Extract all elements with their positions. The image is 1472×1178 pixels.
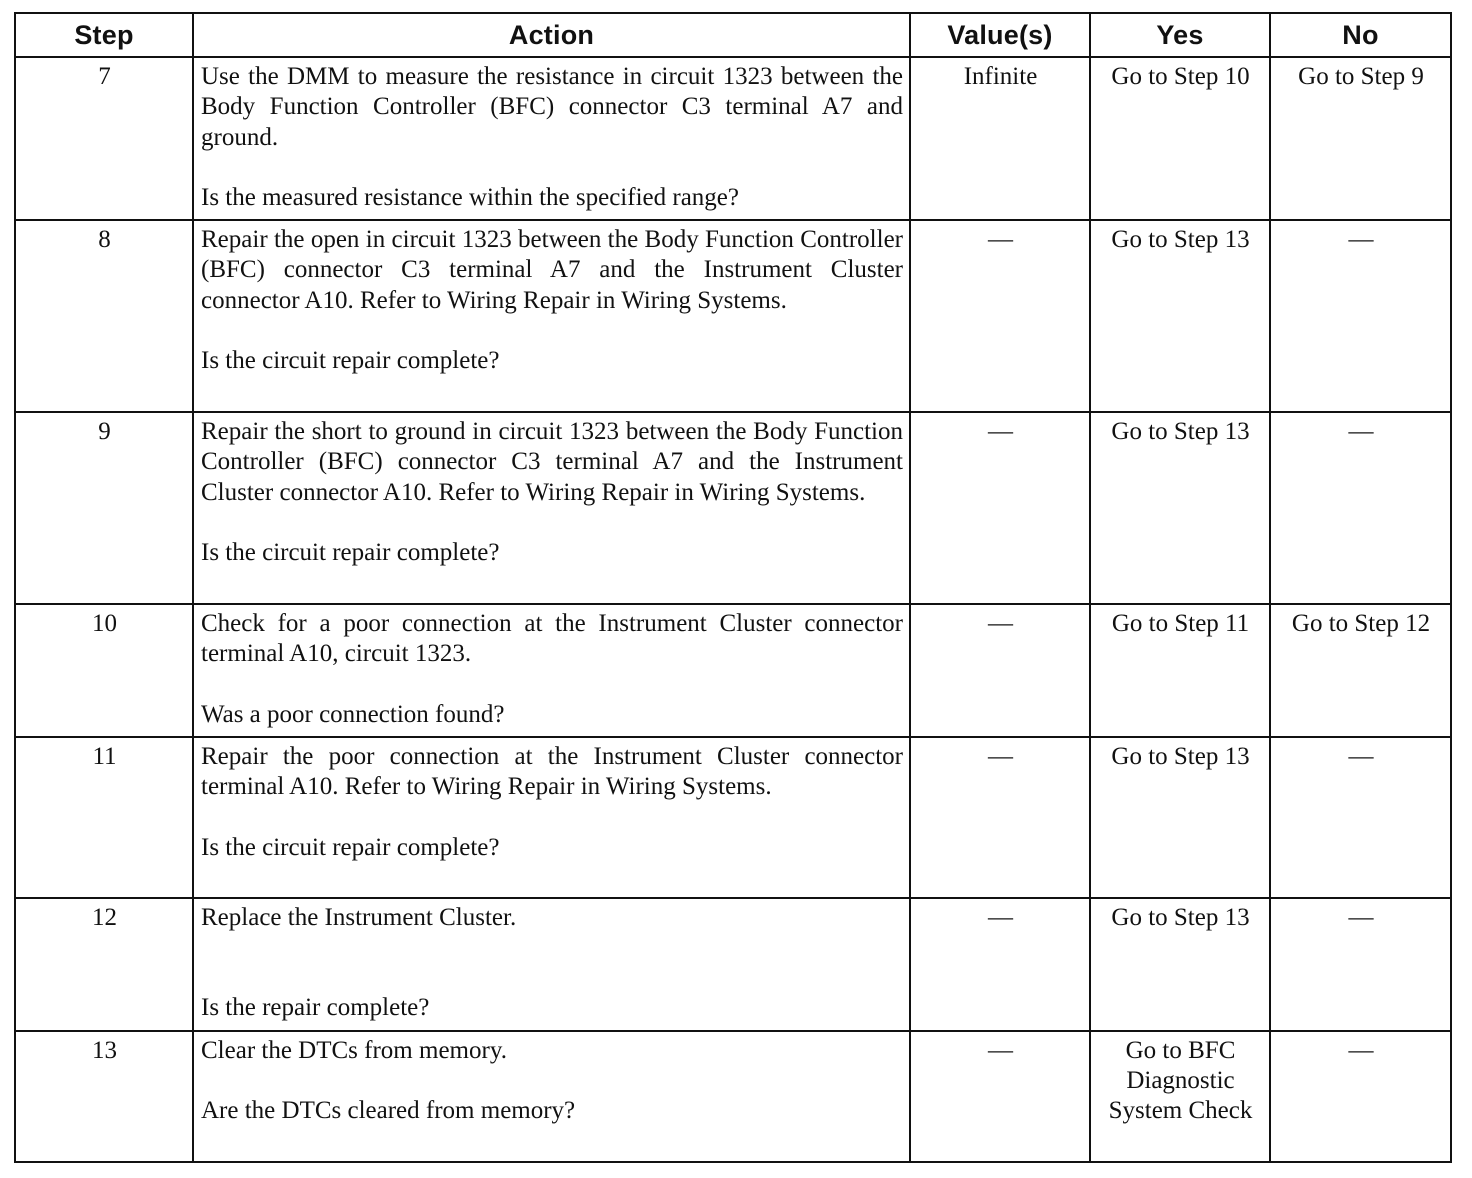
no-cell: — (1348, 1036, 1374, 1064)
no-cell: Go to Step 12 (1291, 610, 1431, 638)
step-number: 13 (92, 1036, 117, 1064)
step-number: 11 (92, 743, 117, 771)
yes-cell: Go to BFC Diagnostic System Check (1108, 1036, 1253, 1125)
table-row (15, 898, 1451, 1031)
action-question: Are the DTCs cleared from memory? (201, 1096, 576, 1124)
step-number: 12 (92, 904, 117, 932)
action-question: Was a poor connection found? (201, 700, 505, 728)
value-cell: — (988, 226, 1013, 254)
value-cell: — (988, 1036, 1013, 1064)
header-step: Step (15, 13, 193, 57)
action-text: Replace the Instrument Cluster. (201, 904, 517, 932)
value-cell: — (988, 904, 1013, 932)
table-row (15, 737, 1451, 898)
step-number: 7 (98, 63, 111, 90)
table-row (15, 57, 1451, 220)
action-text: Check for a poor connection at the Instrument Cluster connector terminal A10, circuit 1323. (201, 610, 903, 668)
action-text: Repair the short to ground in circuit 1323 between the Body Function Controller (BFC) connector C3 terminal A7 and the Instrument Cluster connector A10. Refer to Wiring Repair in Wiring Systems. (201, 418, 903, 506)
step-number: 9 (98, 418, 111, 446)
header-no: No (1270, 13, 1451, 57)
no-cell: — (1348, 904, 1374, 932)
yes-cell: Go to Step 11 (1111, 610, 1250, 638)
no-cell: Go to Step 9 (1298, 63, 1424, 90)
no-cell: — (1348, 743, 1374, 771)
yes-cell: Go to Step 13 (1111, 904, 1250, 932)
header-row (15, 13, 1451, 57)
table-row (15, 604, 1451, 737)
action-text: Repair the open in circuit 1323 between the Body Function Controller (BFC) connector C3 terminal A7 and the Instrument Cluster connector A10. Refer to Wiring Repair in Wiring Systems. (201, 226, 903, 314)
step-number: 10 (92, 610, 117, 638)
table-row (15, 1031, 1451, 1162)
no-cell: — (1348, 226, 1374, 254)
action-text: Use the DMM to measure the resistance in circuit 1323 between the Body Function Controller (BFC) connector C3 terminal A7 and ground. (201, 63, 903, 151)
table-row (15, 412, 1451, 604)
action-question: Is the measured resistance within the specified range? (201, 183, 739, 211)
header-values: Value(s) (910, 13, 1090, 57)
action-question: Is the circuit repair complete? (201, 539, 500, 567)
action-text: Clear the DTCs from memory. (201, 1036, 507, 1064)
no-cell: — (1348, 418, 1374, 446)
yes-cell: Go to Step 13 (1111, 743, 1250, 771)
action-question: Is the circuit repair complete? (201, 347, 500, 375)
header-action: Action (193, 13, 910, 57)
value-cell: — (988, 610, 1013, 638)
yes-cell: Go to Step 13 (1111, 226, 1250, 254)
action-question: Is the circuit repair complete? (201, 833, 500, 861)
diagnostic-table (14, 12, 1452, 1163)
action-question: Is the repair complete? (201, 994, 430, 1022)
header-yes: Yes (1090, 13, 1270, 57)
value-cell: Infinite (963, 63, 1038, 90)
value-cell: — (988, 418, 1013, 446)
table-row (15, 220, 1451, 412)
yes-cell: Go to Step 10 (1111, 63, 1250, 90)
value-cell: — (988, 743, 1013, 771)
action-text: Repair the poor connection at the Instrument Cluster connector terminal A10. Refer to Wiring Repair in Wiring Systems. (201, 743, 903, 801)
yes-cell: Go to Step 13 (1111, 418, 1250, 446)
step-number: 8 (98, 226, 111, 254)
